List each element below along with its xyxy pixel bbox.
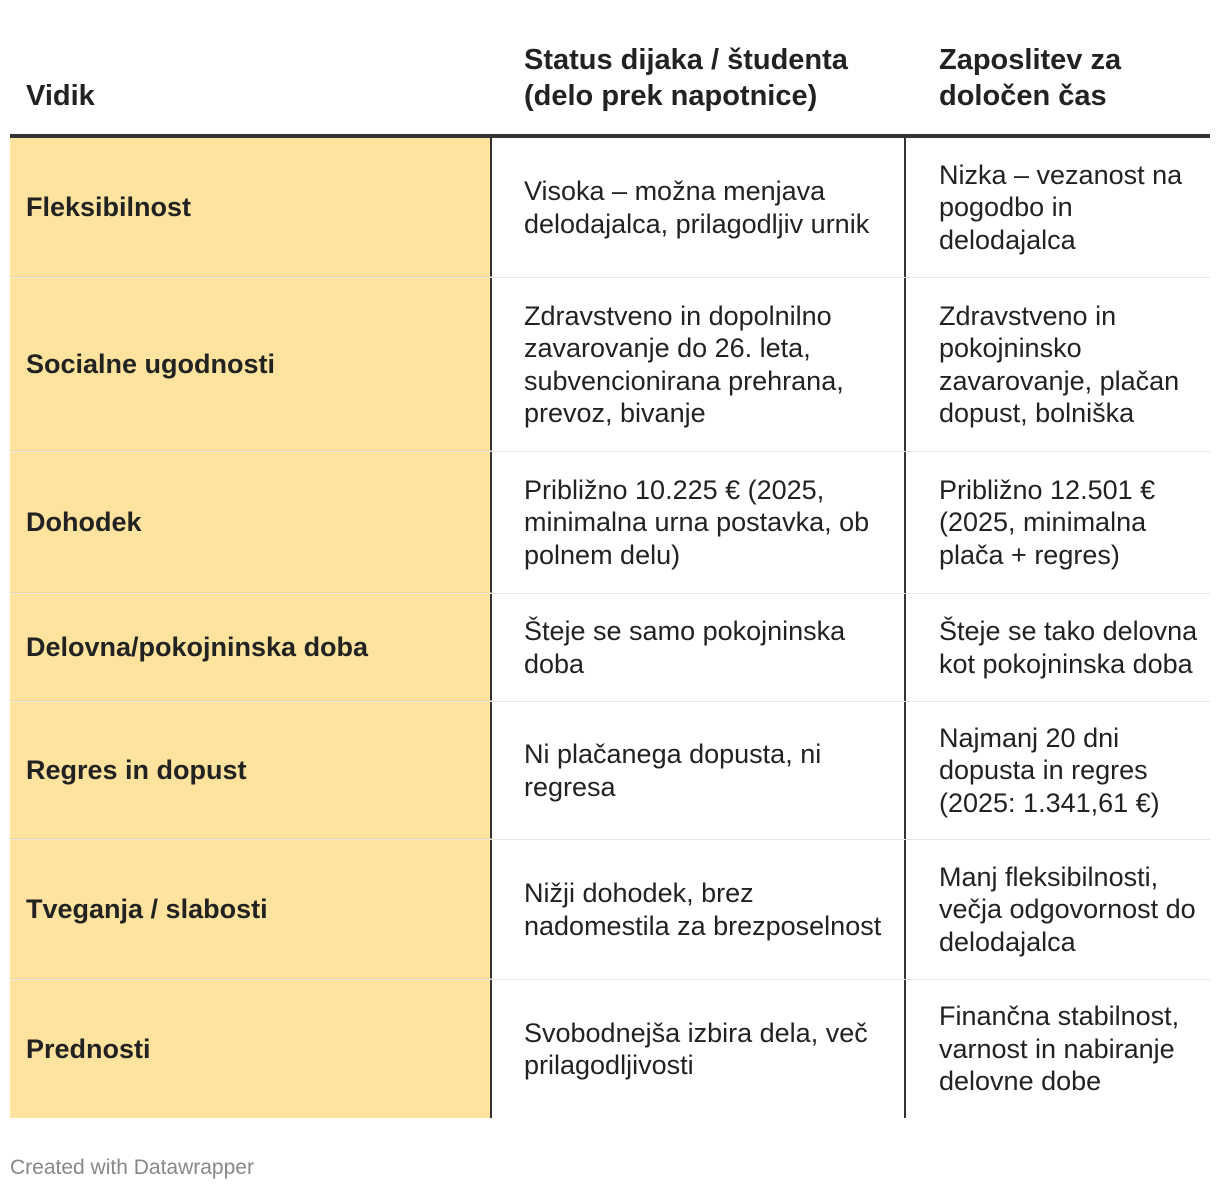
row-fixed-term-value: Nizka – vezanost na pogodbo in delodajalca [939,159,1183,255]
row-student-value: Šteje se samo pokojninska doba [492,594,906,701]
row-fixed-term-value: Manj fleksibilnosti, večja odgovornost do delodajalca [939,861,1196,957]
row-aspect: Dohodek [10,452,492,593]
row-aspect: Fleksibilnost [10,138,492,277]
table-row [10,702,1210,840]
row-fixed-term-value: Približno 12.501 € (2025, minimalna plača + regres) [939,474,1156,570]
comparison-table [10,0,1210,1118]
row-student-value: Nižji dohodek, brez nadomestila za brezposelnost [492,840,906,979]
row-aspect: Regres in dopust [10,702,492,839]
row-student-value: Svobodnejša izbira dela, več prilagodljivosti [492,980,906,1118]
header-fixed-term: Zaposlitev za določen čas [939,44,1122,112]
table-row [10,278,1210,452]
row-student-value: Približno 10.225 € (2025, minimalna urna postavka, ob polnem delu) [492,452,906,593]
row-aspect: Tveganja / slabosti [10,840,492,979]
row-fixed-term-value: Šteje se tako delovna kot pokojninska doba [939,616,1198,679]
table-header [10,0,1210,138]
row-student-value: Visoka – možna menjava delodajalca, prilagodljiv urnik [492,138,906,277]
row-fixed-term-value: Najmanj 20 dni dopusta in regres (2025: 1.341,61 €) [939,722,1160,818]
datawrapper-credit[interactable]: Created with Datawrapper [10,1156,254,1179]
row-student-value: Ni plačanega dopusta, ni regresa [492,702,906,839]
row-aspect: Prednosti [10,980,492,1118]
table-row [10,138,1210,278]
row-aspect: Delovna/pokojninska doba [10,594,492,701]
row-fixed-term-value: Zdravstveno in pokojninsko zavarovanje, plačan dopust, bolniška [939,300,1180,428]
header-student-status: Status dijaka / študenta (delo prek napotnice) [524,44,848,112]
table-row [10,452,1210,594]
table-row [10,980,1210,1118]
header-aspect: Vidik [26,80,95,112]
row-aspect: Socialne ugodnosti [10,278,492,451]
table-row [10,594,1210,702]
row-fixed-term-value: Finančna stabilnost, varnost in nabiranje delovne dobe [939,1001,1180,1097]
table-row [10,840,1210,980]
row-student-value: Zdravstveno in dopolnilno zavarovanje do 26. leta, subvencionirana prehrana, prevoz, bivanje [492,278,906,451]
